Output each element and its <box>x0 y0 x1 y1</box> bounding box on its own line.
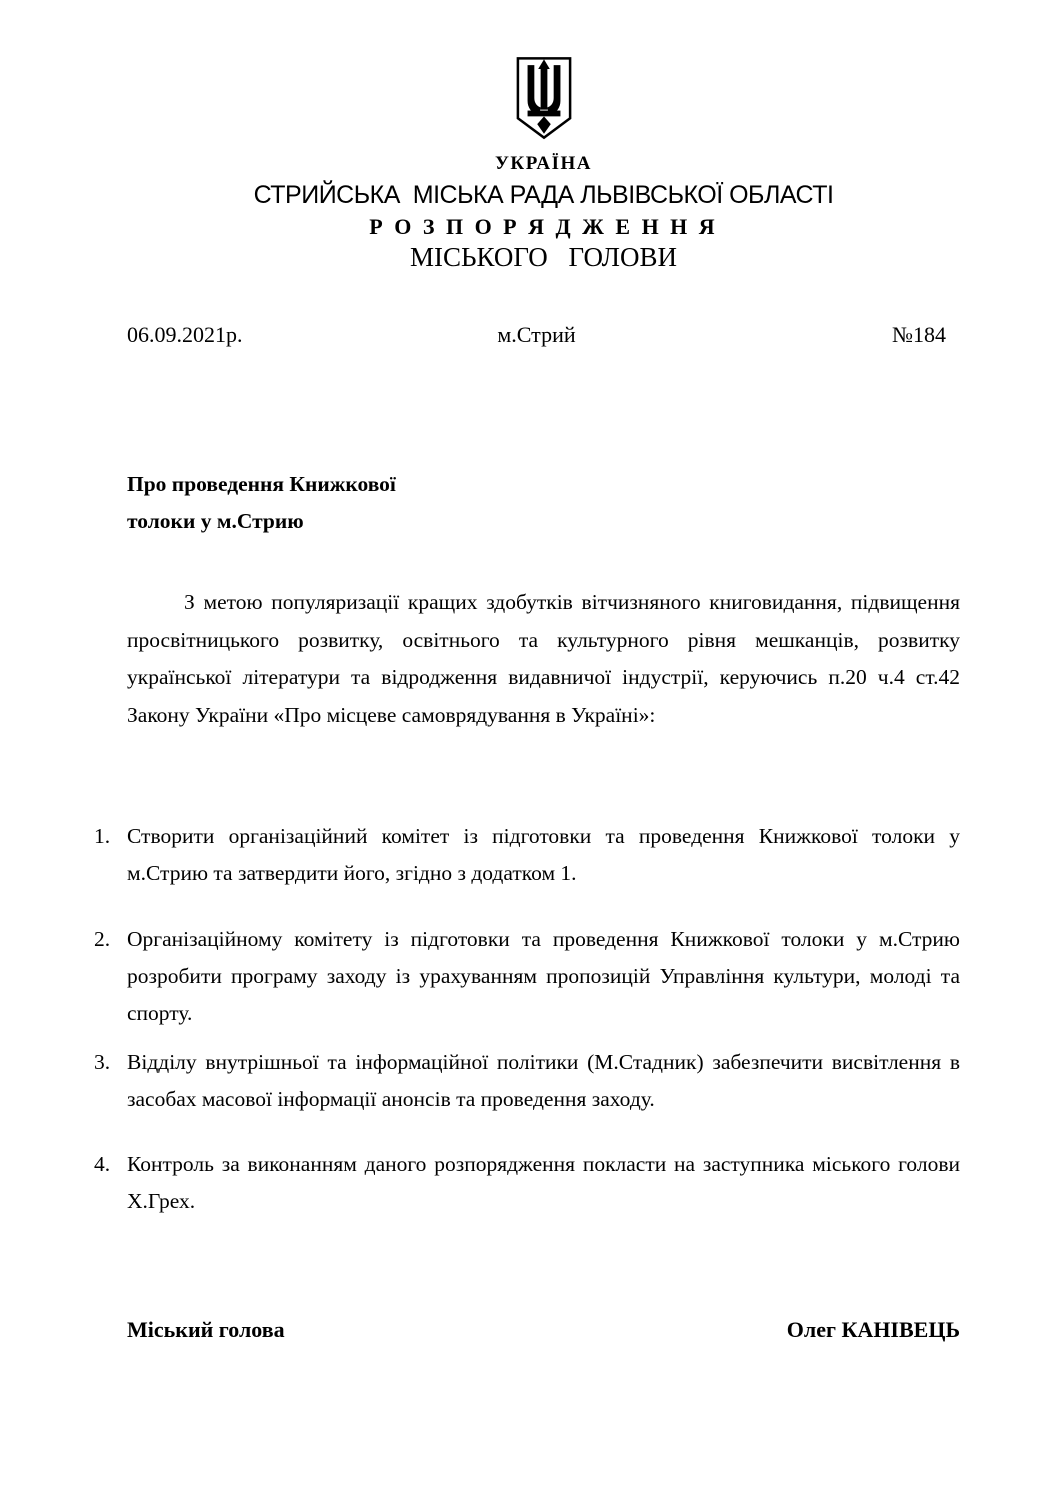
item-text: Організаційному комітету із підготовки та проведення Книжкової толоки у м.Стрию розробити програму заходу із урахуванням пропозицій Управління культури, молоді та спорту. <box>127 927 960 1025</box>
order-item-3 <box>94 1044 960 1118</box>
council-title: СТРИЙСЬКА МІСЬКА РАДА ЛЬВІВСЬКОЇ ОБЛАСТІ <box>253 181 834 209</box>
item-number: 2. <box>94 927 111 951</box>
order-item-1 <box>94 818 960 892</box>
subject-line-1: Про проведення Книжкової <box>127 472 396 496</box>
order-item-4 <box>94 1146 960 1220</box>
item-number: 4. <box>94 1152 111 1176</box>
emblem-container <box>127 55 960 146</box>
doc-author-title: МІСЬКОГО ГОЛОВИ <box>410 242 677 272</box>
item-text: Відділу внутрішньої та інформаційної політики (М.Стадник) забезпечити висвітлення в засобах масової інформації анонсів та проведення заходу. <box>127 1050 960 1111</box>
country-title: УКРАЇНА <box>494 153 592 174</box>
item-text: Створити організаційний комітет із підготовки та проведення Книжкової толоки у м.Стрию та затвердити його, згідно з додатком 1. <box>127 824 960 885</box>
city-value: м.Стрий <box>497 322 576 347</box>
order-item-2 <box>94 921 960 1032</box>
signature-name: Олег КАНІВЕЦЬ <box>786 1317 960 1342</box>
doc-type-title: Р О З П О Р Я Д Ж Е Н Н Я <box>369 214 718 239</box>
item-text: Контроль за виконанням даного розпорядження покласти на заступника міського голови Х.Грех. <box>127 1152 960 1213</box>
dateline <box>127 322 960 348</box>
signature-row <box>127 1317 960 1343</box>
item-number: 3. <box>94 1050 111 1074</box>
subject-line-2: толоки у м.Стрию <box>127 509 304 533</box>
doc-number: №184 <box>892 322 946 347</box>
intro-paragraph: З метою популяризації кращих здобутків вітчизняного книговидання, підвищення просвітницького розвитку, освітнього та культурного рівня мешканців, розвитку української літератури та відродження видавничої індустрії, керуючись п.20 ч.4 ст.42 Закону України «Про місцеве самоврядування в Україні»: <box>127 590 960 727</box>
item-number: 1. <box>94 824 111 848</box>
subject-heading <box>127 466 547 540</box>
ukraine-trident-icon <box>515 55 573 141</box>
date-value: 06.09.2021р. <box>127 322 243 347</box>
signature-title: Міський голова <box>127 1317 285 1342</box>
